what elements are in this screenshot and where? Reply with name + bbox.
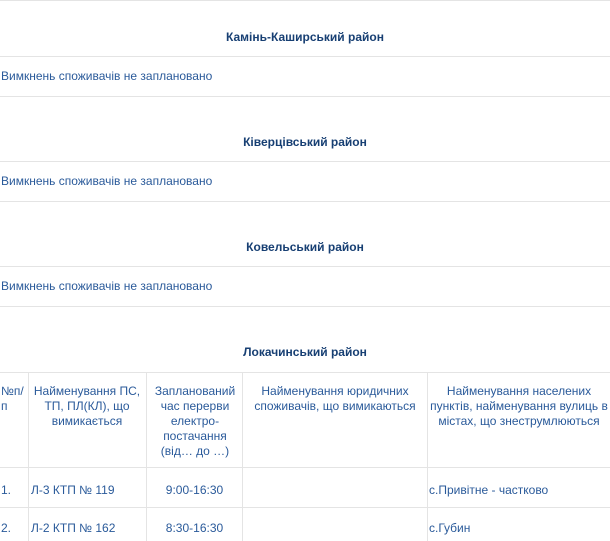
district-title-lokachynskyi: Локачинський район [243, 345, 367, 359]
cell-time: 8:30-16:30 [165, 521, 224, 535]
divider [0, 266, 610, 267]
divider [0, 0, 610, 1]
cell-number: 1. [1, 483, 12, 497]
divider [0, 201, 610, 202]
no-outages-message: Вимкнень споживачів не заплановано [1, 69, 213, 83]
header-bottom-border [0, 467, 610, 468]
column-divider [28, 372, 29, 541]
header-line-name: Найменування ПС, ТП, ПЛ(КЛ), що вимикається [33, 384, 141, 428]
header-number: №п/п [1, 384, 24, 413]
cell-line-name: Л-2 КТП № 162 [31, 521, 116, 535]
divider [0, 96, 610, 97]
divider [0, 56, 610, 57]
table-top-border [0, 372, 610, 373]
divider [0, 306, 610, 307]
divider [0, 161, 610, 162]
header-time: Запланований час перерви електро-постачання (від… до …) [154, 384, 236, 458]
district-title-kamin-kashyrskyi: Камінь-Каширський район [226, 30, 384, 44]
cell-settlements: с.Привітне - частково [429, 483, 549, 497]
no-outages-message: Вимкнень споживачів не заплановано [1, 174, 213, 188]
header-legal-consumers: Найменування юридичних споживачів, що вимикаються [254, 384, 416, 413]
no-outages-message: Вимкнень споживачів не заплановано [1, 279, 213, 293]
cell-time: 9:00-16:30 [165, 483, 224, 497]
district-title-kivertsivskyi: Ківерцівський район [243, 135, 367, 149]
cell-settlements: с.Губин [429, 521, 471, 535]
column-divider [242, 372, 243, 541]
cell-number: 2. [1, 521, 12, 535]
header-settlements: Найменування населених пунктів, найменування вулиць в містах, що знеструмлюються [430, 384, 608, 428]
cell-line-name: Л-3 КТП № 119 [31, 483, 115, 497]
column-divider [427, 372, 428, 541]
row-divider [0, 507, 610, 508]
district-title-kovelskyi: Ковельський район [246, 240, 364, 254]
column-divider [146, 372, 147, 541]
